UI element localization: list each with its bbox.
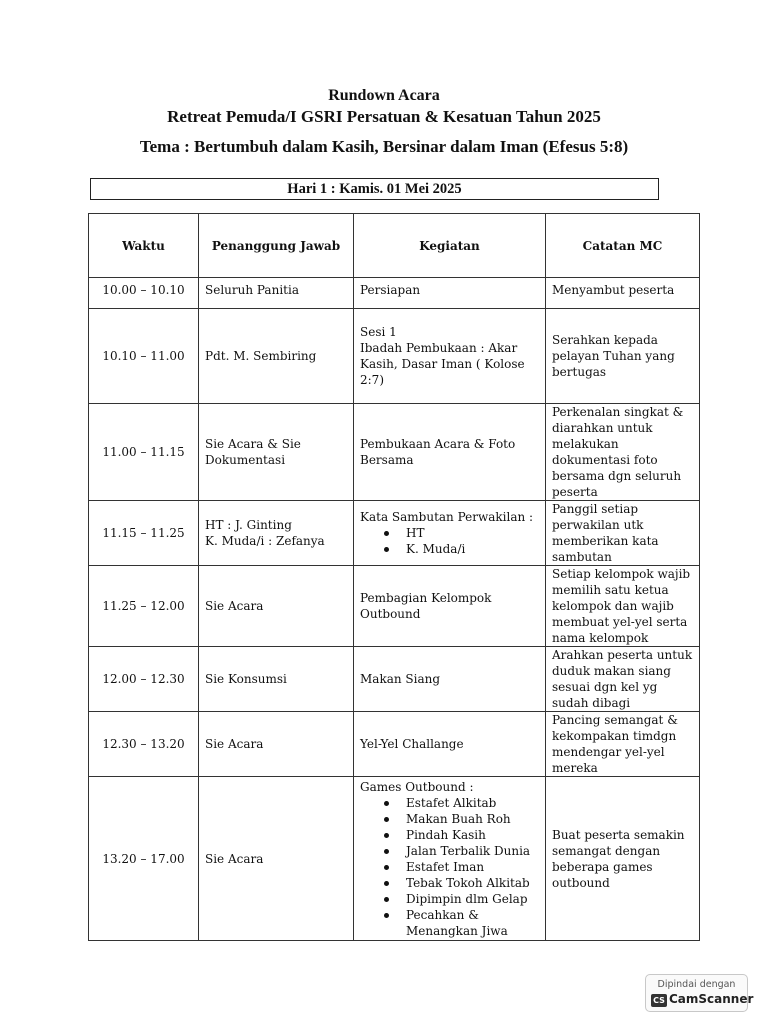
cell-catatan-mc: Buat peserta semakin semangat dengan beberapa games outbound <box>546 777 700 941</box>
pic-line: Sie Acara <box>205 851 264 866</box>
cell-waktu: 12.00 – 12.30 <box>89 647 199 712</box>
cell-kegiatan <box>354 278 546 309</box>
cell-penanggung-jawab <box>199 278 354 309</box>
cell-penanggung-jawab <box>199 777 354 941</box>
activity-line: Persiapan <box>360 283 421 297</box>
list-item: Pecahkan & Menangkan Jiwa <box>380 907 539 939</box>
header-catatan-mc: Catatan MC <box>546 214 700 278</box>
activity-bullet-list <box>360 525 539 557</box>
list-item: Pindah Kasih <box>380 827 539 843</box>
cell-waktu: 11.15 – 11.25 <box>89 501 199 566</box>
cell-waktu: 10.10 – 11.00 <box>89 309 199 404</box>
list-item: K. Muda/i <box>380 541 539 557</box>
cell-kegiatan <box>354 309 546 404</box>
cell-catatan-mc: Arahkan peserta untuk duduk makan siang sesuai dgn kel yg sudah dibagi <box>546 647 700 712</box>
cell-kegiatan <box>354 712 546 777</box>
cell-catatan-mc: Menyambut peserta <box>546 278 700 309</box>
cell-catatan-mc: Panggil setiap perwakilan utk memberikan kata sambutan <box>546 501 700 566</box>
header-penanggung-jawab: Penanggung Jawab <box>199 214 354 278</box>
event-subtitle: Retreat Pemuda/I GSRI Persatuan & Kesatuan Tahun 2025 <box>167 107 601 126</box>
camscanner-logo-icon: CS <box>651 994 667 1007</box>
header-kegiatan: Kegiatan <box>354 214 546 278</box>
cell-penanggung-jawab <box>199 501 354 566</box>
activity-line: Pembukaan Acara & Foto Bersama <box>360 437 516 467</box>
list-item: Estafet Alkitab <box>380 795 539 811</box>
activity-bullet-list <box>360 795 539 939</box>
cell-catatan-mc: Serahkan kepada pelayan Tuhan yang bertugas <box>546 309 700 404</box>
camscanner-watermark <box>645 974 754 1012</box>
activity-line: Yel-Yel Challange <box>360 737 464 751</box>
table-row <box>89 404 700 501</box>
cell-penanggung-jawab <box>199 404 354 501</box>
activity-line: Pembagian Kelompok Outbound <box>360 591 492 621</box>
cell-waktu: 11.00 – 11.15 <box>89 404 199 501</box>
list-item: HT <box>380 525 539 541</box>
cell-catatan-mc: Setiap kelompok wajib memilih satu ketua kelompok dan wajib membuat yel-yel serta nama kelompok <box>546 566 700 647</box>
pic-line: Seluruh Panitia <box>205 283 299 297</box>
activity-line: Makan Siang <box>360 672 441 686</box>
cell-waktu: 10.00 – 10.10 <box>89 278 199 309</box>
pic-line: Sie Konsumsi <box>205 672 287 686</box>
list-item: Tebak Tokoh Alkitab <box>380 875 539 891</box>
cell-penanggung-jawab <box>199 647 354 712</box>
cell-penanggung-jawab <box>199 309 354 404</box>
cell-kegiatan <box>354 501 546 566</box>
list-item: Makan Buah Roh <box>380 811 539 827</box>
pic-line: Sie Acara <box>205 599 264 613</box>
pic-line: Pdt. M. Sembiring <box>205 349 317 363</box>
cell-waktu: 12.30 – 13.20 <box>89 712 199 777</box>
activity-line: Ibadah Pembukaan : Akar Kasih, Dasar Iman ( Kolose 2:7) <box>360 341 525 387</box>
pic-line: Sie Acara <box>205 737 264 751</box>
cell-waktu: 13.20 – 17.00 <box>89 777 199 941</box>
table-row <box>89 777 700 941</box>
list-item: Jalan Terbalik Dunia <box>380 843 539 859</box>
table-row <box>89 278 700 309</box>
document-title: Rundown Acara <box>328 87 440 104</box>
list-item: Dipimpin dlm Gelap <box>380 891 539 907</box>
cell-penanggung-jawab <box>199 566 354 647</box>
pic-line: Sie Acara & Sie Dokumentasi <box>205 437 301 467</box>
cell-kegiatan <box>354 777 546 941</box>
rundown-table <box>88 213 700 941</box>
table-row <box>89 501 700 566</box>
activity-line: Games Outbound : <box>360 779 474 794</box>
cell-waktu: 11.25 – 12.00 <box>89 566 199 647</box>
activity-line: Sesi 1 <box>360 325 397 339</box>
table-row <box>89 309 700 404</box>
cell-kegiatan <box>354 647 546 712</box>
event-theme: Tema : Bertumbuh dalam Kasih, Bersinar dalam Iman (Efesus 5:8) <box>139 137 629 156</box>
cell-penanggung-jawab <box>199 712 354 777</box>
table-row <box>89 566 700 647</box>
cell-kegiatan <box>354 566 546 647</box>
cell-kegiatan <box>354 404 546 501</box>
table-header-row <box>89 214 700 278</box>
header-waktu: Waktu <box>89 214 199 278</box>
list-item: Estafet Iman <box>380 859 539 875</box>
cell-catatan-mc: Perkenalan singkat & diarahkan untuk melakukan dokumentasi foto bersama dgn seluruh peserta <box>546 404 700 501</box>
cell-catatan-mc: Pancing semangat & kekompakan timdgn mendengar yel-yel mereka <box>546 712 700 777</box>
scanner-caption: Dipindai dengan <box>657 979 736 990</box>
activity-line: Kata Sambutan Perwakilan : <box>360 510 534 524</box>
table-row <box>89 647 700 712</box>
table-row <box>89 712 700 777</box>
scanner-brand: CamScanner <box>669 992 754 1006</box>
day-label: Hari 1 : Kamis. 01 Mei 2025 <box>90 178 659 200</box>
document-header <box>0 86 768 158</box>
pic-line: K. Muda/i : Zefanya <box>205 534 325 548</box>
pic-line: HT : J. Ginting <box>205 518 292 532</box>
